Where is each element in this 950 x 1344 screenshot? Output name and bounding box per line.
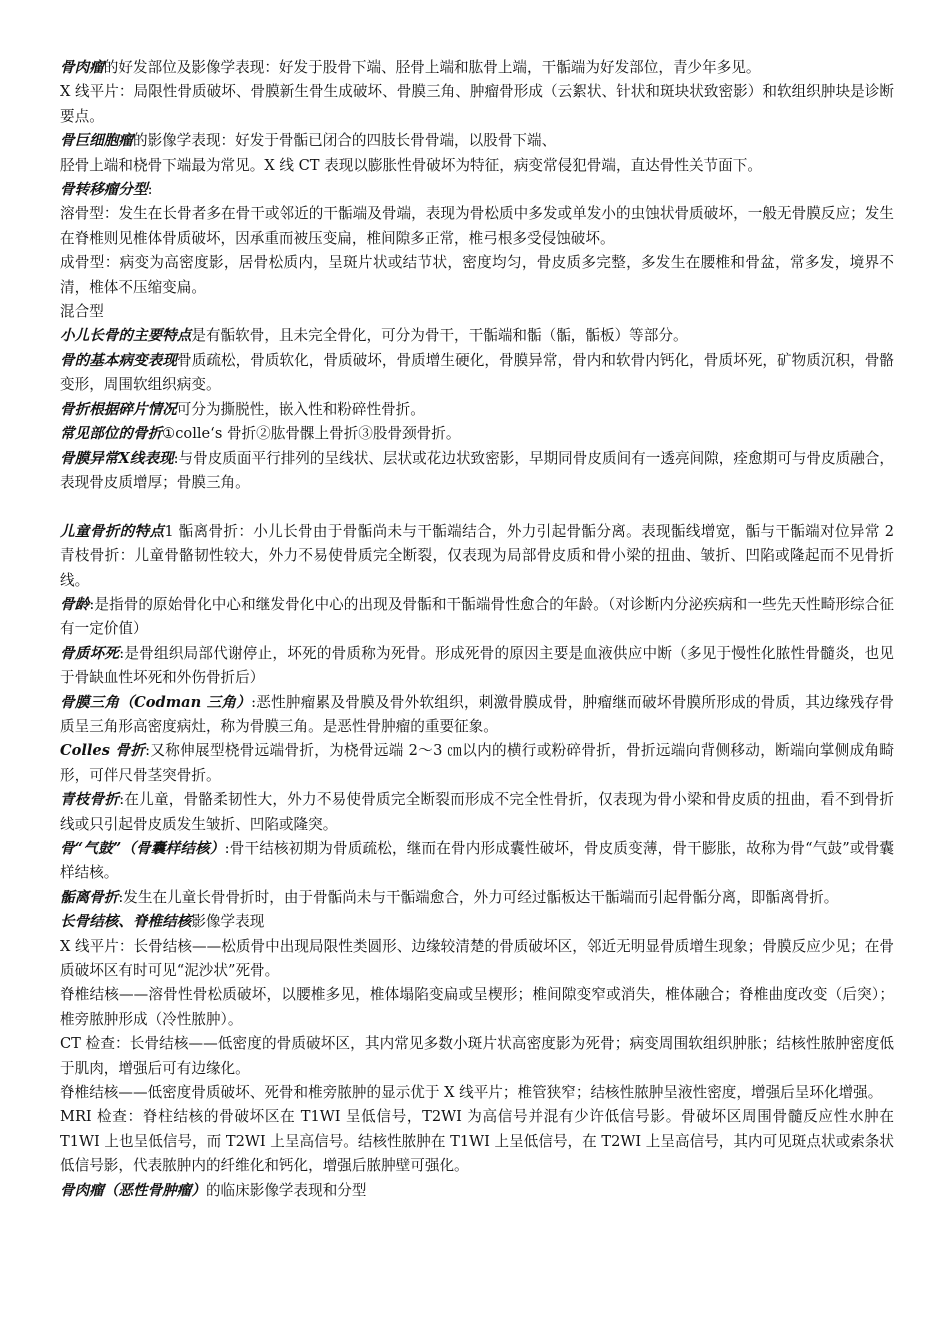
- paragraph-4: [60, 154, 894, 178]
- heading-osteosarcoma: 骨肉瘤: [60, 59, 104, 76]
- heading-bone-age: 骨龄: [60, 595, 90, 613]
- heading-fracture-fragments: 骨折根据碎片情况: [60, 400, 177, 418]
- paragraph-text: :发生在儿童长骨骨折时，由于骨骺尚未与干骺端愈合，外力可经过骺板达干骺端而引起骨骺分离，即骺离骨折。: [118, 888, 839, 906]
- paragraph-text: :与骨皮质面平行排列的呈线状、层状或花边状致密影，早期同骨皮质间有一透亮间隙，痊愈期可与骨皮质融合，表现骨皮质增厚；骨膜三角。: [60, 449, 895, 491]
- paragraph-text: 可分为撕脱性，嵌入性和粉碎性骨折。: [176, 400, 425, 418]
- paragraph-15: [60, 593, 894, 642]
- paragraph-text: :: [147, 181, 153, 199]
- paragraph-20: [60, 837, 894, 886]
- paragraph-11: [60, 398, 894, 422]
- heading-osteosarcoma-clinical: 骨肉瘤（恶性骨肿瘤）: [60, 1181, 206, 1199]
- paragraph-text: :是指骨的原始骨化中心和继发骨化中心的出现及骨骺和干骺端骨性愈合的年龄。（对诊断内分泌疾病和一些先天性畸形综合征有一定价值）: [60, 595, 894, 638]
- blank-line: [60, 495, 894, 519]
- paragraph-18: [60, 739, 894, 788]
- paragraph-23: [60, 935, 894, 984]
- paragraph-10: [60, 349, 894, 398]
- heading-giant-cell-tumor: 骨巨细胞瘤: [60, 132, 133, 150]
- paragraph-22: [60, 910, 894, 934]
- paragraph-text: 1 骺离骨折：小儿长骨由于骨骺尚未与干骺端结合，外力引起骨骺分离。表现骺线增宽，骺与干骺端对位异常 2 青枝骨折：儿童骨骼韧性较大，外力不易使骨质完全断裂，仅表现为局部骨皮质和骨小梁的扭曲、皱折、凹陷或隆起而不见骨折线。: [60, 522, 894, 589]
- paragraph-text: :骨干结核初期为骨质疏松，继而在骨内形成囊性破坏，骨皮质变薄，骨干膨胀，故称为骨“气鼓”或骨囊样结核。: [60, 839, 894, 882]
- paragraph-text: 胫骨上端和桡骨下端最为常见。X 线 CT 表现以膨胀性骨破坏为特征，病变常侵犯骨端，直达骨性关节面下。: [60, 156, 762, 174]
- paragraph-text: X 线平片：局限性骨质破坏、骨膜新生骨生成破坏、骨膜三角、肿瘤骨形成（云絮状、针状和斑块状致密影）和软组织肿块是诊断要点。: [60, 83, 894, 125]
- paragraph-2: [60, 80, 894, 129]
- paragraph-text: 是有骺软骨，且未完全骨化，可分为骨干，干骺端和骺（骺，骺板）等部分。: [191, 327, 688, 345]
- paragraph-17: [60, 691, 894, 740]
- paragraph-text: 的影像学表现：好发于骨骺已闭合的四肢长骨骨端，以股骨下端、: [132, 132, 557, 150]
- paragraph-9: [60, 324, 894, 348]
- paragraph-14: [60, 520, 894, 593]
- paragraph-text: ①colle‘s 骨折②肱骨髁上骨折③股骨颈骨折。: [162, 425, 461, 443]
- paragraph-text: X 线平片：长骨结核——松质骨中出现局限性类圆形、边缘较清楚的骨质破坏区，邻近无明显骨质增生现象；骨膜反应少见；在骨质破坏区有时可见“泥沙状”死骨。: [60, 937, 894, 980]
- heading-child-long-bone: 小儿长骨的主要特点: [60, 327, 192, 345]
- paragraph-28: [60, 1179, 894, 1203]
- paragraph-25: [60, 1032, 894, 1081]
- paragraph-19: [60, 788, 894, 837]
- paragraph-5: [60, 178, 894, 202]
- paragraph-text: :又称伸展型桡骨远端骨折，为桡骨远端 2～3 ㎝以内的横行或粉碎骨折，骨折远端向背侧移动，断端向掌侧成角畸形，可伴尺骨茎突骨折。: [60, 742, 894, 784]
- paragraph-text: 骨质疏松，骨质软化，骨质破坏，骨质增生硬化，骨膜异常，骨内和软骨内钙化，骨质坏死，矿物质沉积，骨骼变形，周围软组织病变。: [60, 351, 894, 394]
- paragraph-text: 溶骨型：发生在长骨者多在骨干或邻近的干骺端及骨端，表现为骨松质中多发或单发小的虫蚀状骨质破坏，一般无骨膜反应；发生在脊椎则见椎体骨质破坏，因承重而被压变扁，椎间隙多正常，椎弓根多受侵蚀破坏。: [60, 205, 894, 247]
- heading-tuberculosis: 长骨结核、脊椎结核: [60, 913, 192, 931]
- paragraph-text: :恶性肿瘤累及骨膜及骨外软组织，刺激骨膜成骨，肿瘤继而破坏骨膜所形成的骨质，其边缘残存骨质呈三角形高密度病灶，称为骨膜三角。是恶性骨肿瘤的重要征象。: [60, 693, 894, 735]
- heading-epiphyseal-fracture: 骺离骨折: [60, 888, 119, 906]
- heading-metastasis-types: 骨转移瘤分型: [60, 181, 148, 199]
- heading-spina-ventosa: 骨“气鼓”（骨囊样结核）: [60, 839, 225, 857]
- heading-periosteal-xray: 骨膜异常X线表现: [60, 449, 174, 467]
- heading-common-fractures: 常见部位的骨折: [60, 425, 163, 443]
- paragraph-3: [60, 129, 894, 153]
- paragraph-13: [60, 447, 894, 496]
- paragraph-text: :在儿童，骨骼柔韧性大，外力不易使骨质完全断裂而形成不完全性骨折，仅表现为骨小梁和骨皮质的扭曲，看不到骨折线或只引起骨皮质发生皱折、凹陷或隆突。: [60, 791, 894, 833]
- paragraph-1: [60, 56, 894, 80]
- paragraph-12: [60, 422, 894, 446]
- paragraph-text: 的好发部位及影像学表现：好发于股骨下端、胫骨上端和肱骨上端，干骺端为好发部位，青少年多见。: [103, 59, 761, 76]
- paragraph-16: [60, 642, 894, 691]
- paragraph-24: [60, 983, 894, 1032]
- paragraph-21: [60, 886, 894, 910]
- paragraph-6: [60, 202, 894, 251]
- paragraph-text: 脊椎结核——低密度骨质破坏、死骨和椎旁脓肿的显示优于 X 线平片；椎管狭窄；结核性脓肿呈液性密度，增强后呈环化增强。: [60, 1084, 883, 1102]
- paragraph-text: CT 检查：长骨结核——低密度的骨质破坏区，其内常见多数小斑片状高密度影为死骨；病变周围软组织肿胀；结核性脓肿密度低于肌肉，增强后可有边缘化。: [60, 1035, 894, 1077]
- paragraph-8: [60, 300, 894, 324]
- heading-bone-necrosis: 骨质坏死: [60, 644, 120, 662]
- paragraph-text: 混合型: [60, 303, 104, 321]
- paragraph-text: MRI 检查：脊柱结核的骨破坏区在 T1WI 呈低信号，T2WI 为高信号并混有少许低信号影。骨破坏区周围骨髓反应性水肿在 T1WI 上也呈低信号，而 T2WI 上呈高信号。结核性脓肿在 T1WI 上呈低信号，在 T2WI 上呈高信号，其内可见斑点状或索条状低信号影，代表脓肿内的纤维化和钙化，增强后脓肿壁可强化。: [60, 1108, 894, 1175]
- heading-colles-fracture: Colles 骨折: [60, 742, 146, 760]
- paragraph-26: [60, 1081, 894, 1105]
- document-page: [60, 56, 894, 1203]
- heading-codman-triangle: 骨膜三角（Codman 三角）: [60, 693, 252, 711]
- heading-child-fracture: 儿童骨折的特点: [60, 522, 165, 540]
- paragraph-text: 成骨型：病变为高密度影，居骨松质内，呈斑片状或结节状，密度均匀，骨皮质多完整，多发生在腰椎和骨盆，常多发，境界不清，椎体不压缩变扁。: [60, 254, 894, 296]
- heading-greenstick-fracture: 青枝骨折: [60, 791, 120, 809]
- paragraph-text: 的临床影像学表现和分型: [205, 1181, 367, 1199]
- paragraph-7: [60, 251, 894, 300]
- paragraph-27: [60, 1105, 894, 1178]
- paragraph-text: :是骨组织局部代谢停止，坏死的骨质称为死骨。形成死骨的原因主要是血液供应中断（多见于慢性化脓性骨髓炎，也见于骨缺血性坏死和外伤骨折后）: [60, 644, 894, 687]
- paragraph-text: 脊椎结核——溶骨性骨松质破坏，以腰椎多见，椎体塌陷变扁或呈楔形；椎间隙变窄或消失，椎体融合；脊椎曲度改变（后突）；椎旁脓肿形成（冷性脓肿）。: [60, 986, 894, 1028]
- paragraph-text: 影像学表现: [191, 913, 265, 931]
- heading-basic-lesions: 骨的基本病变表现: [60, 351, 178, 369]
